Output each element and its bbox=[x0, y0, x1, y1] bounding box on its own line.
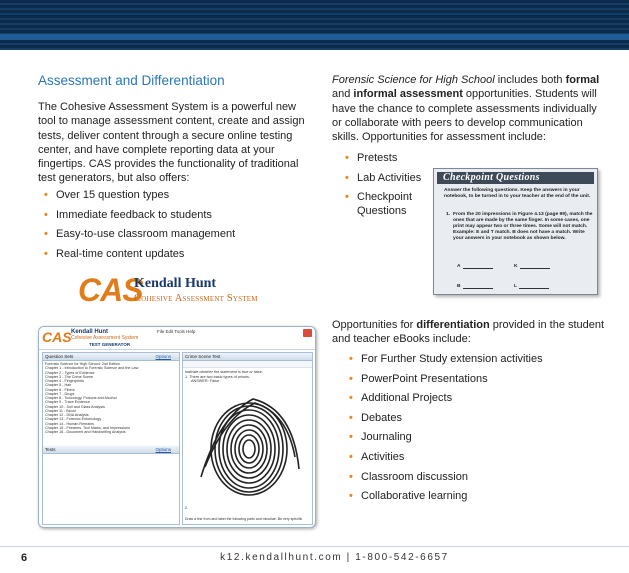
formal-assessment-paragraph: Forensic Science for High School includes both formal and informal assessment opportunities. Students will have the chance to complete assessments individually or collaborate with peers to develop communication skills. Opportunities for assessment include: bbox=[332, 74, 600, 144]
page-number: 6 bbox=[21, 552, 28, 564]
app-menu-bar: File Edit Tools Help bbox=[157, 329, 196, 334]
tree-item: Chapter 10 - Soil and Glass Analysis bbox=[45, 404, 105, 409]
tree-item: Chapter 6 - Fibers bbox=[45, 387, 75, 392]
bullet-icon: • bbox=[349, 490, 353, 503]
app-logo-generator: TEST GENERATOR bbox=[89, 342, 131, 347]
test-document bbox=[185, 370, 310, 384]
tree-item: Chapter 1 - Introduction to Forensic Science and the Law bbox=[45, 366, 139, 371]
list-item: • Additional Projects bbox=[349, 392, 453, 405]
test-document-pane bbox=[182, 352, 313, 525]
footer-contact: k12.kendallhunt.com | 1-800-542-6657 bbox=[220, 552, 449, 563]
tests-pane-header: Tests Options bbox=[43, 446, 179, 454]
book-title: Forensic Science for High School bbox=[332, 74, 495, 86]
header-accent-bar bbox=[0, 34, 629, 40]
bullet-icon: • bbox=[349, 470, 353, 483]
answer-blank: A bbox=[457, 264, 493, 269]
cas-logo bbox=[78, 272, 298, 310]
cas-intro-paragraph: The Cohesive Assessment System is a powerful new tool to manage assessment content, create and assign tests, deliver content through a secure online testing center, and have complete reporting data at your fingertips. CAS provides the functionality of traditional test generators, but also offers: bbox=[38, 101, 305, 185]
list-item: • Easy-to-use classroom management bbox=[44, 228, 236, 241]
app-titlebar bbox=[39, 327, 315, 350]
chapter-tree bbox=[43, 361, 179, 435]
checkpoint-title: Checkpoint Questions bbox=[437, 172, 594, 184]
cas-app-screenshot bbox=[38, 326, 316, 528]
bullet-icon: • bbox=[349, 353, 353, 365]
list-item: • Checkpoint Questions bbox=[345, 191, 413, 218]
tree-item: Chapter 13 - Forensic Entomology bbox=[45, 417, 102, 422]
differentiation-paragraph: Opportunities for differentiation provided in the student and teacher eBooks include: bbox=[332, 319, 605, 346]
list-item: • Classroom discussion bbox=[349, 470, 468, 483]
tree-item: Chapter 8 - Toxicology, Poisons and Alcohol bbox=[45, 396, 117, 400]
tree-item: Chapter 15 - Firearms, Tool Marks, and Impressions bbox=[45, 425, 130, 430]
cas-feature-list bbox=[44, 188, 314, 266]
fingerprint-image bbox=[195, 397, 303, 497]
cas-logo-subtitle: Cohesive Assessment System bbox=[134, 293, 258, 304]
cas-logo-mark: CAS bbox=[78, 272, 143, 308]
document-toolbar bbox=[183, 361, 312, 368]
pane-header: Crime Scene Test bbox=[183, 353, 312, 361]
list-item: • Immediate feedback to students bbox=[44, 208, 212, 221]
tree-item: Chapter 3 - The Crime Scene bbox=[45, 374, 94, 379]
bullet-icon: • bbox=[44, 228, 48, 241]
list-item: • Real-time content updates bbox=[44, 247, 185, 260]
checkpoint-item-number: 1. bbox=[446, 212, 451, 217]
header-band bbox=[0, 0, 629, 50]
differentiation-emphasis: differentiation bbox=[416, 319, 490, 331]
app-logo-mark: CAS bbox=[42, 329, 72, 345]
list-item: • For Further Study extension activities bbox=[349, 353, 543, 365]
tree-item: Chapter 12 - DNA Analysis bbox=[45, 413, 89, 417]
cas-logo-brand: Kendall Hunt bbox=[134, 276, 217, 291]
tree-item: Chapter 2 - Types of Evidence bbox=[45, 370, 95, 375]
close-icon bbox=[303, 329, 312, 337]
tree-item: Chapter 5 - Hair bbox=[45, 383, 72, 388]
list-item: • Debates bbox=[349, 411, 402, 424]
tree-item: Chapter 11 - Blood bbox=[45, 408, 76, 413]
question-2-text: Draw a line from and label the following parts and minutiae. Be very specific bbox=[185, 517, 303, 521]
question-2-number: 2. bbox=[185, 506, 189, 510]
bullet-icon: • bbox=[349, 392, 353, 405]
bullet-icon: • bbox=[44, 208, 48, 221]
list-item: • PowerPoint Presentations bbox=[349, 372, 488, 385]
app-logo-subtitle: Cohesive Assessment System bbox=[71, 335, 139, 341]
tree-item: Chapter 7 - Drugs bbox=[45, 391, 75, 396]
checkpoint-questions-box bbox=[433, 168, 598, 295]
list-item: • Pretests bbox=[345, 152, 398, 164]
bullet-icon: • bbox=[349, 411, 353, 424]
pane-header: Question Sets Options bbox=[43, 353, 179, 361]
tree-item: Forensic Science for High School: 2nd Edition bbox=[45, 362, 121, 366]
question-sets-pane bbox=[42, 352, 180, 525]
formal-emphasis: formal bbox=[565, 74, 600, 86]
list-item: • Over 15 question types bbox=[44, 189, 170, 201]
bullet-icon: • bbox=[44, 247, 48, 260]
list-item: • Journaling bbox=[349, 431, 412, 444]
differentiation-list bbox=[349, 352, 609, 509]
footer-divider bbox=[0, 546, 629, 547]
tree-item: Chapter 14 - Human Remains bbox=[45, 421, 94, 426]
bullet-icon: • bbox=[345, 171, 349, 184]
assessment-list bbox=[345, 151, 435, 224]
bullet-icon: • bbox=[349, 450, 353, 463]
tree-item: Chapter 9 - Trace Evidence bbox=[45, 400, 90, 405]
bullet-icon: • bbox=[349, 372, 353, 385]
checkpoint-item: From the 20 impressions in Figure 4.13 (page 99), match the ones that are made by the same finger. In some cases, one print may appear two or three times. Some will not match. Example: E and T match. B does not have a match. Write your answers in your notebook as shown below. bbox=[453, 212, 593, 241]
list-item: • Collaborative learning bbox=[349, 490, 468, 503]
bullet-icon: • bbox=[44, 189, 48, 201]
tree-item: Chapter 16 - Document and Handwriting Analysis bbox=[45, 430, 126, 434]
section-heading: Assessment and Differentiation bbox=[38, 73, 225, 88]
question-instruction: Indicate whether the statement is true or false. bbox=[185, 370, 263, 374]
bullet-icon: • bbox=[345, 191, 349, 204]
answer-blank: L bbox=[514, 284, 549, 289]
answer-blank: B bbox=[457, 284, 493, 289]
answer-1: ANSWER: False bbox=[191, 379, 220, 384]
bullet-icon: • bbox=[349, 431, 353, 444]
checkpoint-instructions: Answer the following questions. Keep the answers in your notebook, to be turned in to your teacher at the end of the unit. bbox=[444, 188, 591, 199]
app-logo-brand: Kendall Hunt bbox=[71, 329, 108, 335]
bullet-icon: • bbox=[345, 152, 349, 164]
answer-blank: K bbox=[514, 264, 550, 269]
list-item: • Activities bbox=[349, 450, 405, 463]
question-1: 1. There are two basic types of whorls. bbox=[185, 374, 250, 379]
informal-emphasis: informal assessment bbox=[353, 88, 463, 101]
list-item: • Lab Activities bbox=[345, 171, 422, 184]
tree-item: Chapter 4 - Fingerprints bbox=[45, 379, 84, 383]
